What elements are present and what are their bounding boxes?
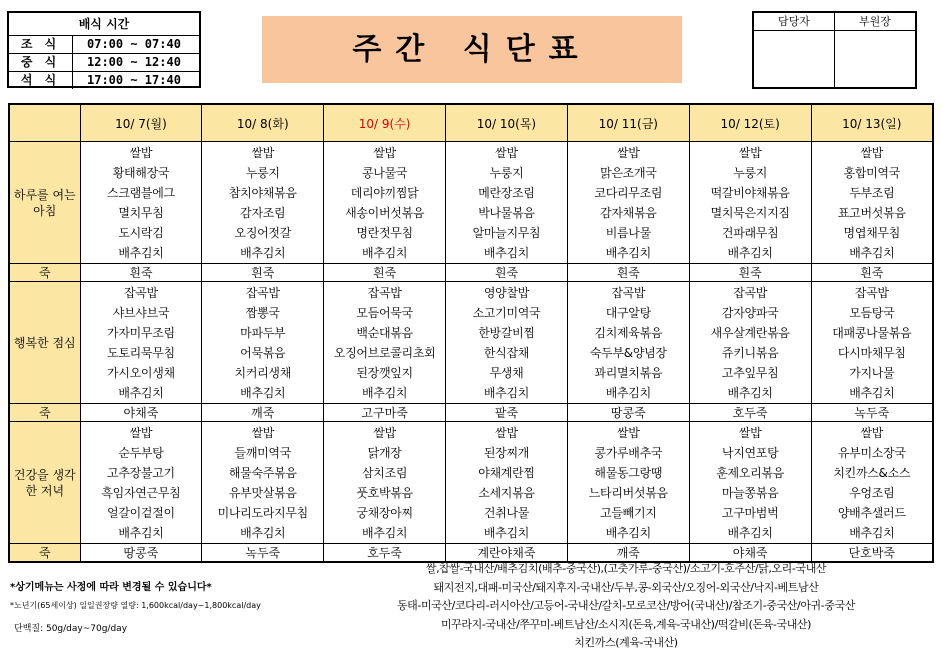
- meal-cell: [324, 142, 446, 264]
- menu-item: 얼갈이겉절이: [107, 506, 175, 520]
- porridge-row: [9, 264, 933, 282]
- menu-item: 배추김치: [118, 246, 164, 260]
- menu-item: 메란장조림: [478, 186, 535, 200]
- porridge-cell: 야채죽: [80, 404, 202, 422]
- menu-item: 떡갈비야채볶음: [710, 186, 790, 200]
- menu-item: 배추김치: [605, 386, 651, 400]
- menu-item: 배추김치: [362, 386, 408, 400]
- serving-label: 석 식: [9, 72, 73, 89]
- menu-item: 가지나물: [849, 366, 895, 380]
- menu-item: 마파두부: [240, 326, 286, 340]
- menu-item: 쌀밥: [129, 146, 153, 160]
- menu-item: 배추김치: [240, 526, 286, 540]
- meal-cell: [202, 142, 324, 264]
- origin-line: 동태-미국산/코다리-러시아산/고등어-국내산/갈치-모로코산/방어(국내산)/참조기-중국산/아귀-중국산: [396, 599, 856, 612]
- menu-item: 배추김치: [483, 246, 530, 260]
- meal-cell: [689, 422, 811, 544]
- meal-cell: [567, 142, 689, 264]
- meal-cell: [567, 422, 689, 544]
- serving-time: 07:00 ~ 07:40: [87, 37, 181, 51]
- porridge-cell: 흰죽: [80, 264, 202, 282]
- menu-item: 고추잎무침: [721, 366, 779, 380]
- meal-cell: [324, 422, 446, 544]
- meal-cell: [80, 282, 202, 404]
- porridge-row: [9, 404, 933, 422]
- approval-box: [752, 11, 917, 89]
- menu-item: 비름나물: [605, 226, 651, 240]
- menu-item: 배추김치: [605, 526, 651, 540]
- menu-item: 고들빼기지: [600, 506, 657, 520]
- porridge-cell: 깨죽: [567, 544, 689, 563]
- day-header: 10/ 11(금): [567, 104, 689, 142]
- approval-header-manager: 담당자: [754, 13, 834, 31]
- menu-item: 배추김치: [483, 526, 530, 540]
- serving-row-lunch: [9, 54, 199, 72]
- menu-item: 건취나물: [483, 506, 530, 520]
- day-header: 10/ 12(토): [689, 104, 811, 142]
- porridge-label: 죽: [9, 404, 80, 422]
- meal-cell: [446, 422, 568, 544]
- menu-item: 어묵볶음: [240, 346, 286, 360]
- serving-time-box: [7, 11, 201, 88]
- meal-cell: [202, 282, 324, 404]
- day-header: 10/ 9(수): [324, 104, 446, 142]
- approval-header-deputy: 부원장: [835, 13, 915, 31]
- menu-item: 쌀밥: [129, 426, 153, 440]
- menu-item: 해물동그랑땡: [594, 466, 663, 480]
- menu-item: 새송이버섯볶음: [345, 206, 425, 220]
- serving-time: 12:00 ~ 12:40: [87, 55, 181, 69]
- menu-item: 쌀밥: [738, 146, 762, 160]
- menu-item: 샤브샤브국: [112, 306, 170, 320]
- meal-cell: [689, 142, 811, 264]
- menu-item: 소고기미역국: [472, 306, 541, 320]
- porridge-cell: 단호박죽: [811, 544, 933, 563]
- porridge-cell: 계란야채죽: [446, 544, 568, 563]
- porridge-cell: 호두죽: [689, 404, 811, 422]
- menu-item: 마늘쫑볶음: [721, 486, 779, 500]
- menu-item: 된장깻잎지: [356, 366, 413, 380]
- menu-item: 쌀밥: [495, 426, 518, 440]
- meal-cell: [80, 142, 202, 264]
- menu-item: 쌀밥: [495, 146, 518, 160]
- menu-item: 들깨미역국: [234, 446, 291, 460]
- meal-label: 하루를 여는 아침: [9, 142, 80, 264]
- menu-item: 흑임자연근무침: [101, 486, 181, 500]
- menu-item: 감자양파국: [721, 306, 779, 320]
- menu-item: 잡곡밥: [854, 286, 889, 300]
- meal-cell: [567, 282, 689, 404]
- menu-item: 우엉조림: [849, 486, 895, 500]
- menu-item: 숙두부&양념장: [589, 346, 667, 360]
- menu-item: 느타리버섯볶음: [588, 486, 668, 500]
- menu-item: 쌀밥: [738, 426, 762, 440]
- menu-item: 잡곡밥: [733, 286, 768, 300]
- menu-item: 누룽지: [489, 166, 524, 180]
- porridge-cell: 팥죽: [446, 404, 568, 422]
- menu-item: 배추김치: [362, 526, 408, 540]
- porridge-cell: 호두죽: [324, 544, 446, 563]
- menu-item: 잡곡밥: [123, 286, 158, 300]
- menu-item: 감자조림: [240, 206, 286, 220]
- menu-item: 쥬키니볶음: [721, 346, 779, 360]
- menu-item: 고추장불고기: [107, 466, 175, 480]
- approval-column: [835, 13, 915, 87]
- meal-cell: [202, 422, 324, 544]
- menu-item: 가시오이생채: [107, 366, 175, 380]
- menu-item: 야채계란찜: [478, 466, 535, 480]
- menu-item: 참치야채볶음: [228, 186, 297, 200]
- menu-item: 모듬탕국: [849, 306, 895, 320]
- origin-info: [326, 560, 926, 653]
- menu-item: 배추김치: [240, 246, 286, 260]
- menu-item: 궁채장아찌: [356, 506, 413, 520]
- porridge-label: 죽: [9, 264, 80, 282]
- menu-item: 멸치묵은지지짐: [710, 206, 790, 220]
- menu-item: 한방갈비찜: [478, 326, 535, 340]
- menu-item: 쌀밥: [860, 426, 884, 440]
- meal-row: [9, 422, 933, 544]
- menu-item: 코다리무조림: [594, 186, 663, 200]
- menu-item: 유부미소장국: [837, 446, 906, 460]
- porridge-cell: 고구마죽: [324, 404, 446, 422]
- porridge-cell: 흰죽: [567, 264, 689, 282]
- menu-item: 홍합미역국: [843, 166, 901, 180]
- menu-item: 배추김치: [362, 246, 408, 260]
- menu-item: 쌀밥: [617, 146, 640, 160]
- menu-item: 고구마범벅: [721, 506, 779, 520]
- menu-item: 오징어브로콜리초회: [333, 346, 436, 360]
- meal-cell: [811, 422, 933, 544]
- menu-item: 황태해장국: [112, 166, 170, 180]
- menu-item: 순두부탕: [118, 446, 164, 460]
- day-header: 10/ 13(일): [811, 104, 933, 142]
- menu-item: 풋호박볶음: [356, 486, 413, 500]
- page-title: 주간 식단표: [262, 16, 682, 83]
- serving-time: 17:00 ~ 17:40: [87, 73, 181, 87]
- approval-column: [754, 13, 835, 87]
- origin-line: 쌀,찹쌀-국내산/배추김치(배추-중국산),(고춧가루-중국산)/소고기-호주산/닭,오리-국내산: [425, 562, 827, 575]
- meal-cell: [324, 282, 446, 404]
- meal-cell: [446, 282, 568, 404]
- menu-item: 양배추샐러드: [837, 506, 906, 520]
- porridge-cell: 흰죽: [811, 264, 933, 282]
- menu-item: 배추김치: [727, 246, 773, 260]
- menu-item: 박나물볶음: [478, 206, 535, 220]
- menu-item: 무생채: [489, 366, 524, 380]
- menu-item: 데리야끼찜닭: [350, 186, 419, 200]
- menu-item: 배추김치: [605, 246, 651, 260]
- menu-item: 삼치조림: [362, 466, 408, 480]
- menu-item: 도시락김: [118, 226, 164, 240]
- menu-item: 닭개장: [367, 446, 402, 460]
- menu-item: 배추김치: [240, 386, 286, 400]
- menu-item: 훈제오리볶음: [716, 466, 785, 480]
- menu-item: 맑은조개국: [600, 166, 657, 180]
- porridge-cell: 흰죽: [446, 264, 568, 282]
- menu-item: 된장찌개: [483, 446, 530, 460]
- meal-row: [9, 142, 933, 264]
- menu-item: 잡곡밥: [611, 286, 646, 300]
- porridge-cell: 흰죽: [202, 264, 324, 282]
- menu-item: 쌀밥: [860, 146, 884, 160]
- menu-item: 대구알탕: [605, 306, 651, 320]
- serving-label: 조 식: [9, 36, 73, 53]
- menu-item: 배추김치: [483, 386, 530, 400]
- menu-item: 낙지연포탕: [721, 446, 779, 460]
- menu-item: 배추김치: [849, 526, 895, 540]
- menu-item: 누룽지: [245, 166, 280, 180]
- menu-item: 쌀밥: [373, 426, 396, 440]
- porridge-cell: 흰죽: [324, 264, 446, 282]
- porridge-cell: 흰죽: [689, 264, 811, 282]
- menu-item: 명란젓무침: [356, 226, 413, 240]
- menu-item: 새우살계란볶음: [710, 326, 790, 340]
- menu-item: 한식잡채: [483, 346, 530, 360]
- day-header-row: [9, 104, 933, 142]
- menu-item: 김치제육볶음: [594, 326, 663, 340]
- change-notice: *상기메뉴는 사정에 따라 변경될 수 있습니다*: [10, 582, 212, 593]
- porridge-cell: 땅콩죽: [80, 544, 202, 563]
- menu-item: 모듬어묵국: [356, 306, 413, 320]
- porridge-cell: 녹두죽: [202, 544, 324, 563]
- serving-row-dinner: [9, 72, 199, 89]
- menu-item: 쌀밥: [617, 426, 640, 440]
- menu-item: 해물숙주볶음: [228, 466, 297, 480]
- menu-item: 배추김치: [118, 386, 164, 400]
- menu-item: 짬뽕국: [245, 306, 280, 320]
- menu-item: 배추김치: [849, 386, 895, 400]
- menu-item: 배추김치: [849, 246, 895, 260]
- origin-line: 미꾸라지-국내산/쭈꾸미-베트남산/소시지(돈육,계육-국내산)/떡갈비(돈육-국내산): [440, 617, 812, 631]
- porridge-label: 죽: [9, 544, 80, 563]
- menu-item: 배추김치: [727, 526, 773, 540]
- protein-note: 단백질: 50g/day~70g/day: [14, 624, 128, 634]
- meal-cell: [446, 142, 568, 264]
- menu-item: 유부맛살볶음: [228, 486, 297, 500]
- menu-item: 오징어젓갈: [234, 226, 291, 240]
- menu-body: [9, 142, 933, 563]
- menu-item: 꽈리멸치볶음: [594, 366, 663, 380]
- serving-time-title: 배식 시간: [9, 13, 199, 36]
- day-header: 10/ 8(화): [202, 104, 324, 142]
- menu-item: 치킨까스&소스: [833, 466, 911, 480]
- menu-item: 감자채볶음: [600, 206, 657, 220]
- porridge-cell: 야채죽: [689, 544, 811, 563]
- porridge-cell: 땅콩죽: [567, 404, 689, 422]
- menu-item: 백순대볶음: [356, 326, 413, 340]
- menu-item: 누룽지: [733, 166, 768, 180]
- menu-table: [8, 103, 934, 563]
- meal-cell: [811, 282, 933, 404]
- meal-label: 행복한 점심: [9, 282, 80, 404]
- meal-cell: [80, 422, 202, 544]
- menu-item: 쌀밥: [251, 426, 275, 440]
- origin-line: 돼지전지,대패-미국산/돼지후지-국내산/두부,콩-외국산/오징어-외국산/낙지-베트남산: [433, 580, 819, 594]
- calorie-note: *노년기(65세이상) 일일권장량 열량: 1,600kcal/day~1,800kcal/day: [10, 601, 261, 610]
- menu-item: 대패콩나물볶음: [832, 326, 912, 340]
- menu-item: 건파래무침: [721, 226, 779, 240]
- meal-cell: [689, 282, 811, 404]
- menu-item: 콩나물국: [362, 166, 408, 180]
- corner-cell: [9, 104, 80, 142]
- menu-item: 소세지볶음: [478, 486, 535, 500]
- meal-row: [9, 282, 933, 404]
- menu-item: 멸치무침: [118, 206, 164, 220]
- menu-item: 쌀밥: [373, 146, 396, 160]
- menu-item: 치커리생채: [234, 366, 291, 380]
- menu-item: 가자미무조림: [107, 326, 175, 340]
- menu-item: 도토리묵무침: [107, 346, 175, 360]
- serving-label: 중 식: [9, 54, 73, 71]
- menu-item: 명엽채무침: [843, 226, 901, 240]
- menu-item: 잡곡밥: [245, 286, 280, 300]
- menu-item: 콩가루배추국: [594, 446, 663, 460]
- menu-item: 배추김치: [727, 386, 773, 400]
- menu-item: 스크램블에그: [107, 186, 175, 200]
- menu-item: 표고버섯볶음: [837, 206, 906, 220]
- menu-item: 두부조림: [849, 186, 895, 200]
- meal-label: 건강을 생각한 저녁: [9, 422, 80, 544]
- porridge-cell: 깨죽: [202, 404, 324, 422]
- meal-cell: [811, 142, 933, 264]
- menu-item: 영양찰밥: [483, 286, 530, 300]
- menu-item: 알마늘지무침: [472, 226, 541, 240]
- day-header: 10/ 7(월): [80, 104, 202, 142]
- menu-item: 쌀밥: [251, 146, 275, 160]
- menu-item: 미나리도라지무침: [217, 506, 308, 520]
- menu-item: 배추김치: [118, 526, 164, 540]
- menu-item: 잡곡밥: [367, 286, 402, 300]
- day-header: 10/ 10(목): [446, 104, 568, 142]
- origin-line: 치킨까스(계육-국내산): [574, 636, 678, 649]
- menu-item: 다시마채무침: [837, 346, 906, 360]
- porridge-cell: 녹두죽: [811, 404, 933, 422]
- serving-row-breakfast: [9, 36, 199, 54]
